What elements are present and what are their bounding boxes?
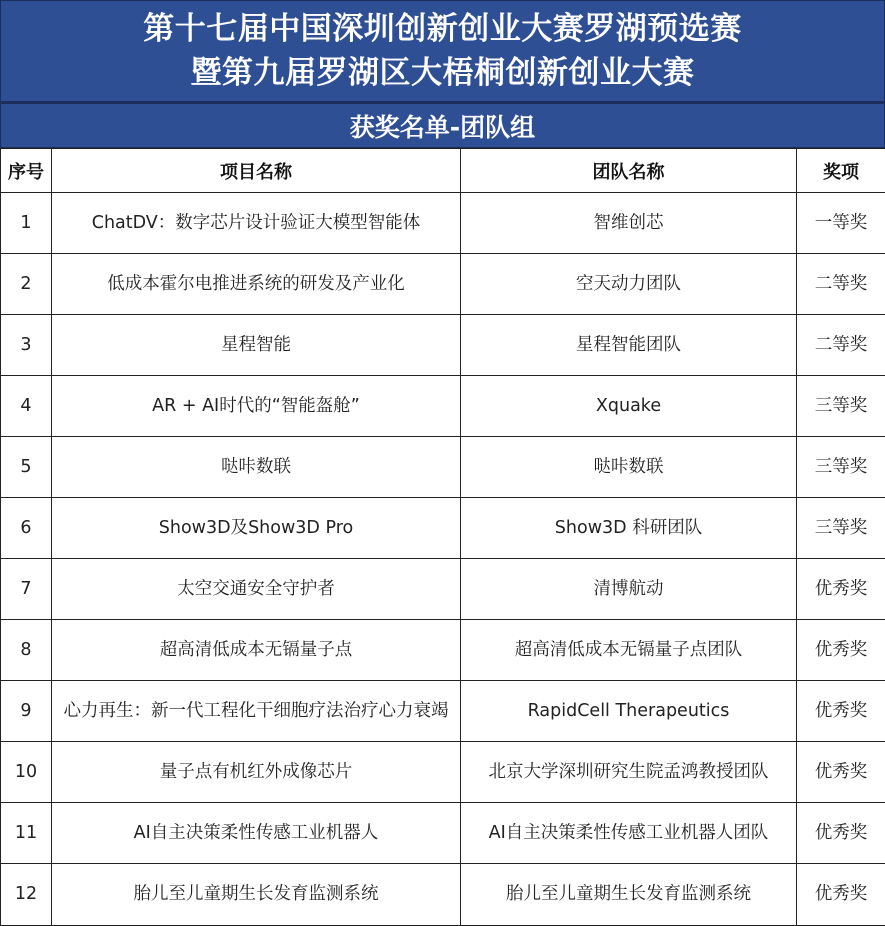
cell-project: ChatDV：数字芯片设计验证大模型智能体 bbox=[52, 193, 461, 254]
cell-project: 太空交通安全守护者 bbox=[52, 559, 461, 620]
table-row bbox=[1, 376, 885, 437]
cell-team: RapidCell Therapeutics bbox=[461, 681, 797, 742]
cell-award: 三等奖 bbox=[797, 437, 885, 498]
table-row bbox=[1, 315, 885, 376]
cell-award: 二等奖 bbox=[797, 315, 885, 376]
column-header-award: 奖项 bbox=[797, 149, 885, 193]
column-header-number: 序号 bbox=[1, 149, 52, 193]
cell-team: 智维创芯 bbox=[461, 193, 797, 254]
cell-team: 空天动力团队 bbox=[461, 254, 797, 315]
cell-award: 一等奖 bbox=[797, 193, 885, 254]
column-header-project: 项目名称 bbox=[52, 149, 461, 193]
cell-award: 优秀奖 bbox=[797, 742, 885, 803]
table-row bbox=[1, 681, 885, 742]
cell-team: 哒咔数联 bbox=[461, 437, 797, 498]
cell-project: AI自主决策柔性传感工业机器人 bbox=[52, 803, 461, 864]
cell-project: AR + AI时代的“智能盔舱” bbox=[52, 376, 461, 437]
subtitle-banner bbox=[0, 102, 885, 148]
awards-table bbox=[0, 148, 885, 926]
cell-team: Show3D 科研团队 bbox=[461, 498, 797, 559]
cell-project: Show3D及Show3D Pro bbox=[52, 498, 461, 559]
cell-project: 心力再生：新一代工程化干细胞疗法治疗心力衰竭 bbox=[52, 681, 461, 742]
cell-number: 5 bbox=[1, 437, 52, 498]
cell-number: 9 bbox=[1, 681, 52, 742]
cell-number: 11 bbox=[1, 803, 52, 864]
cell-team: 北京大学深圳研究生院孟鸿教授团队 bbox=[461, 742, 797, 803]
cell-team: 清博航动 bbox=[461, 559, 797, 620]
cell-award: 优秀奖 bbox=[797, 620, 885, 681]
table-row bbox=[1, 864, 885, 926]
cell-number: 6 bbox=[1, 498, 52, 559]
cell-number: 12 bbox=[1, 864, 52, 926]
table-row bbox=[1, 254, 885, 315]
cell-number: 10 bbox=[1, 742, 52, 803]
table-header-row bbox=[1, 149, 885, 193]
table-row bbox=[1, 742, 885, 803]
cell-award: 优秀奖 bbox=[797, 559, 885, 620]
cell-award: 三等奖 bbox=[797, 376, 885, 437]
cell-project: 量子点有机红外成像芯片 bbox=[52, 742, 461, 803]
cell-project: 胎儿至儿童期生长发育监测系统 bbox=[52, 864, 461, 926]
table-row bbox=[1, 437, 885, 498]
cell-award: 优秀奖 bbox=[797, 681, 885, 742]
cell-number: 3 bbox=[1, 315, 52, 376]
cell-team: 超高清低成本无镉量子点团队 bbox=[461, 620, 797, 681]
cell-award: 优秀奖 bbox=[797, 864, 885, 926]
cell-team: 星程智能团队 bbox=[461, 315, 797, 376]
cell-project: 超高清低成本无镉量子点 bbox=[52, 620, 461, 681]
cell-team: Xquake bbox=[461, 376, 797, 437]
table-row bbox=[1, 803, 885, 864]
page-title-line-2: 暨第九届罗湖区大梧桐创新创业大赛 bbox=[191, 51, 695, 95]
cell-number: 7 bbox=[1, 559, 52, 620]
cell-team: AI自主决策柔性传感工业机器人团队 bbox=[461, 803, 797, 864]
column-header-team: 团队名称 bbox=[461, 149, 797, 193]
table-row bbox=[1, 498, 885, 559]
page-title-line-1: 第十七届中国深圳创新创业大赛罗湖预选赛 bbox=[143, 7, 742, 51]
table-row bbox=[1, 620, 885, 681]
cell-project: 星程智能 bbox=[52, 315, 461, 376]
cell-number: 4 bbox=[1, 376, 52, 437]
table-row bbox=[1, 559, 885, 620]
cell-number: 1 bbox=[1, 193, 52, 254]
title-banner bbox=[0, 0, 885, 102]
cell-award: 优秀奖 bbox=[797, 803, 885, 864]
table-row bbox=[1, 193, 885, 254]
cell-number: 2 bbox=[1, 254, 52, 315]
cell-number: 8 bbox=[1, 620, 52, 681]
cell-award: 二等奖 bbox=[797, 254, 885, 315]
page-subtitle: 获奖名单-团队组 bbox=[350, 108, 535, 144]
cell-project: 哒咔数联 bbox=[52, 437, 461, 498]
cell-project: 低成本霍尔电推进系统的研发及产业化 bbox=[52, 254, 461, 315]
cell-team: 胎儿至儿童期生长发育监测系统 bbox=[461, 864, 797, 926]
cell-award: 三等奖 bbox=[797, 498, 885, 559]
